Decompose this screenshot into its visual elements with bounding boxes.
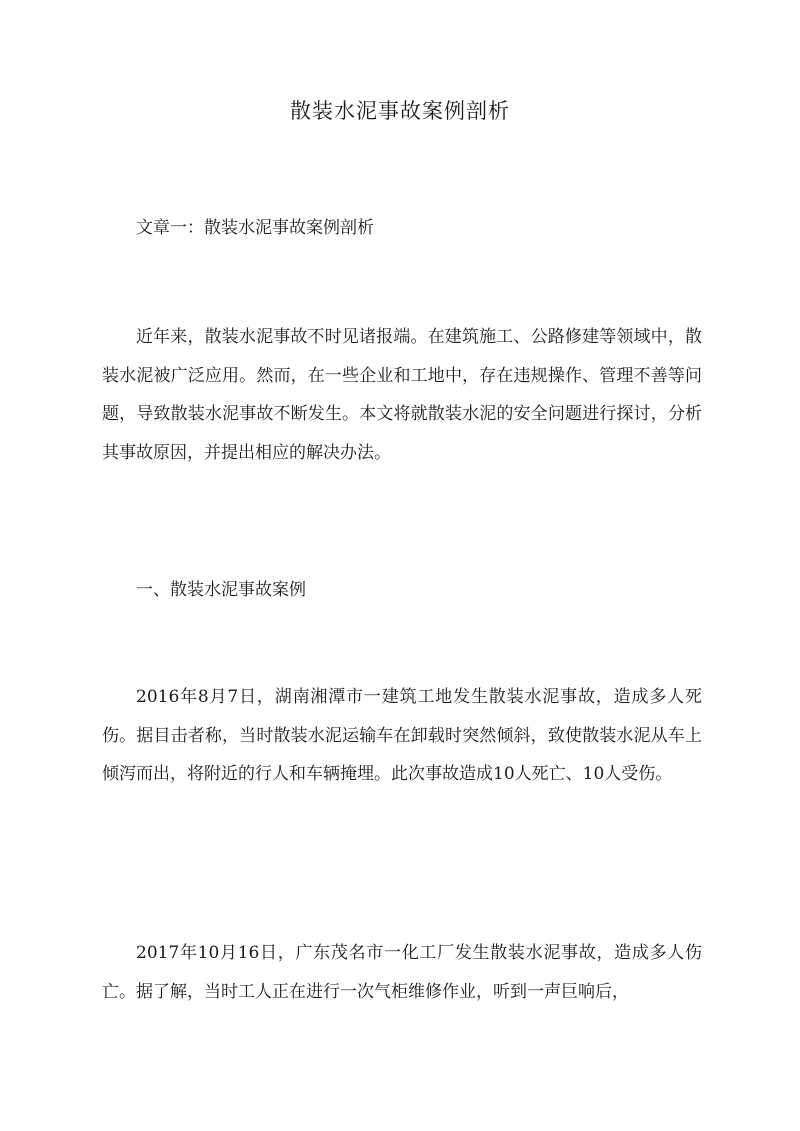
paragraph-case-2016: 2016年8月7日，湖南湘潭市一建筑工地发生散装水泥事故，造成多人死伤。据目击者称，当时散装水泥运输车在卸载时突然倾斜，致使散装水泥从车上倾泻而出，将附近的行人和车辆掩埋。此次事故造成10人死亡、10人受伤。 — [102, 687, 702, 784]
paragraph-intro: 近年来，散装水泥事故不时见诸报端。在建筑施工、公路修建等领域中，散装水泥被广泛应用。然而，在一些企业和工地中，存在违规操作、管理不善等问题，导致散装水泥事故不断发生。本文将就散装水泥的安全问题进行探讨，分析其事故原因，并提出相应的解决办法。 — [102, 327, 702, 463]
section-heading: 一、散装水泥事故案例 — [136, 580, 306, 600]
document-title: 散装水泥事故案例剖析 — [290, 99, 510, 123]
article-subtitle: 文章一：散装水泥事故案例剖析 — [136, 218, 374, 238]
paragraph-case-2017: 2017年10月16日，广东茂名市一化工厂发生散装水泥事故，造成多人伤亡。据了解，当时工人正在进行一次气柜维修作业，听到一声巨响后， — [102, 943, 702, 1002]
